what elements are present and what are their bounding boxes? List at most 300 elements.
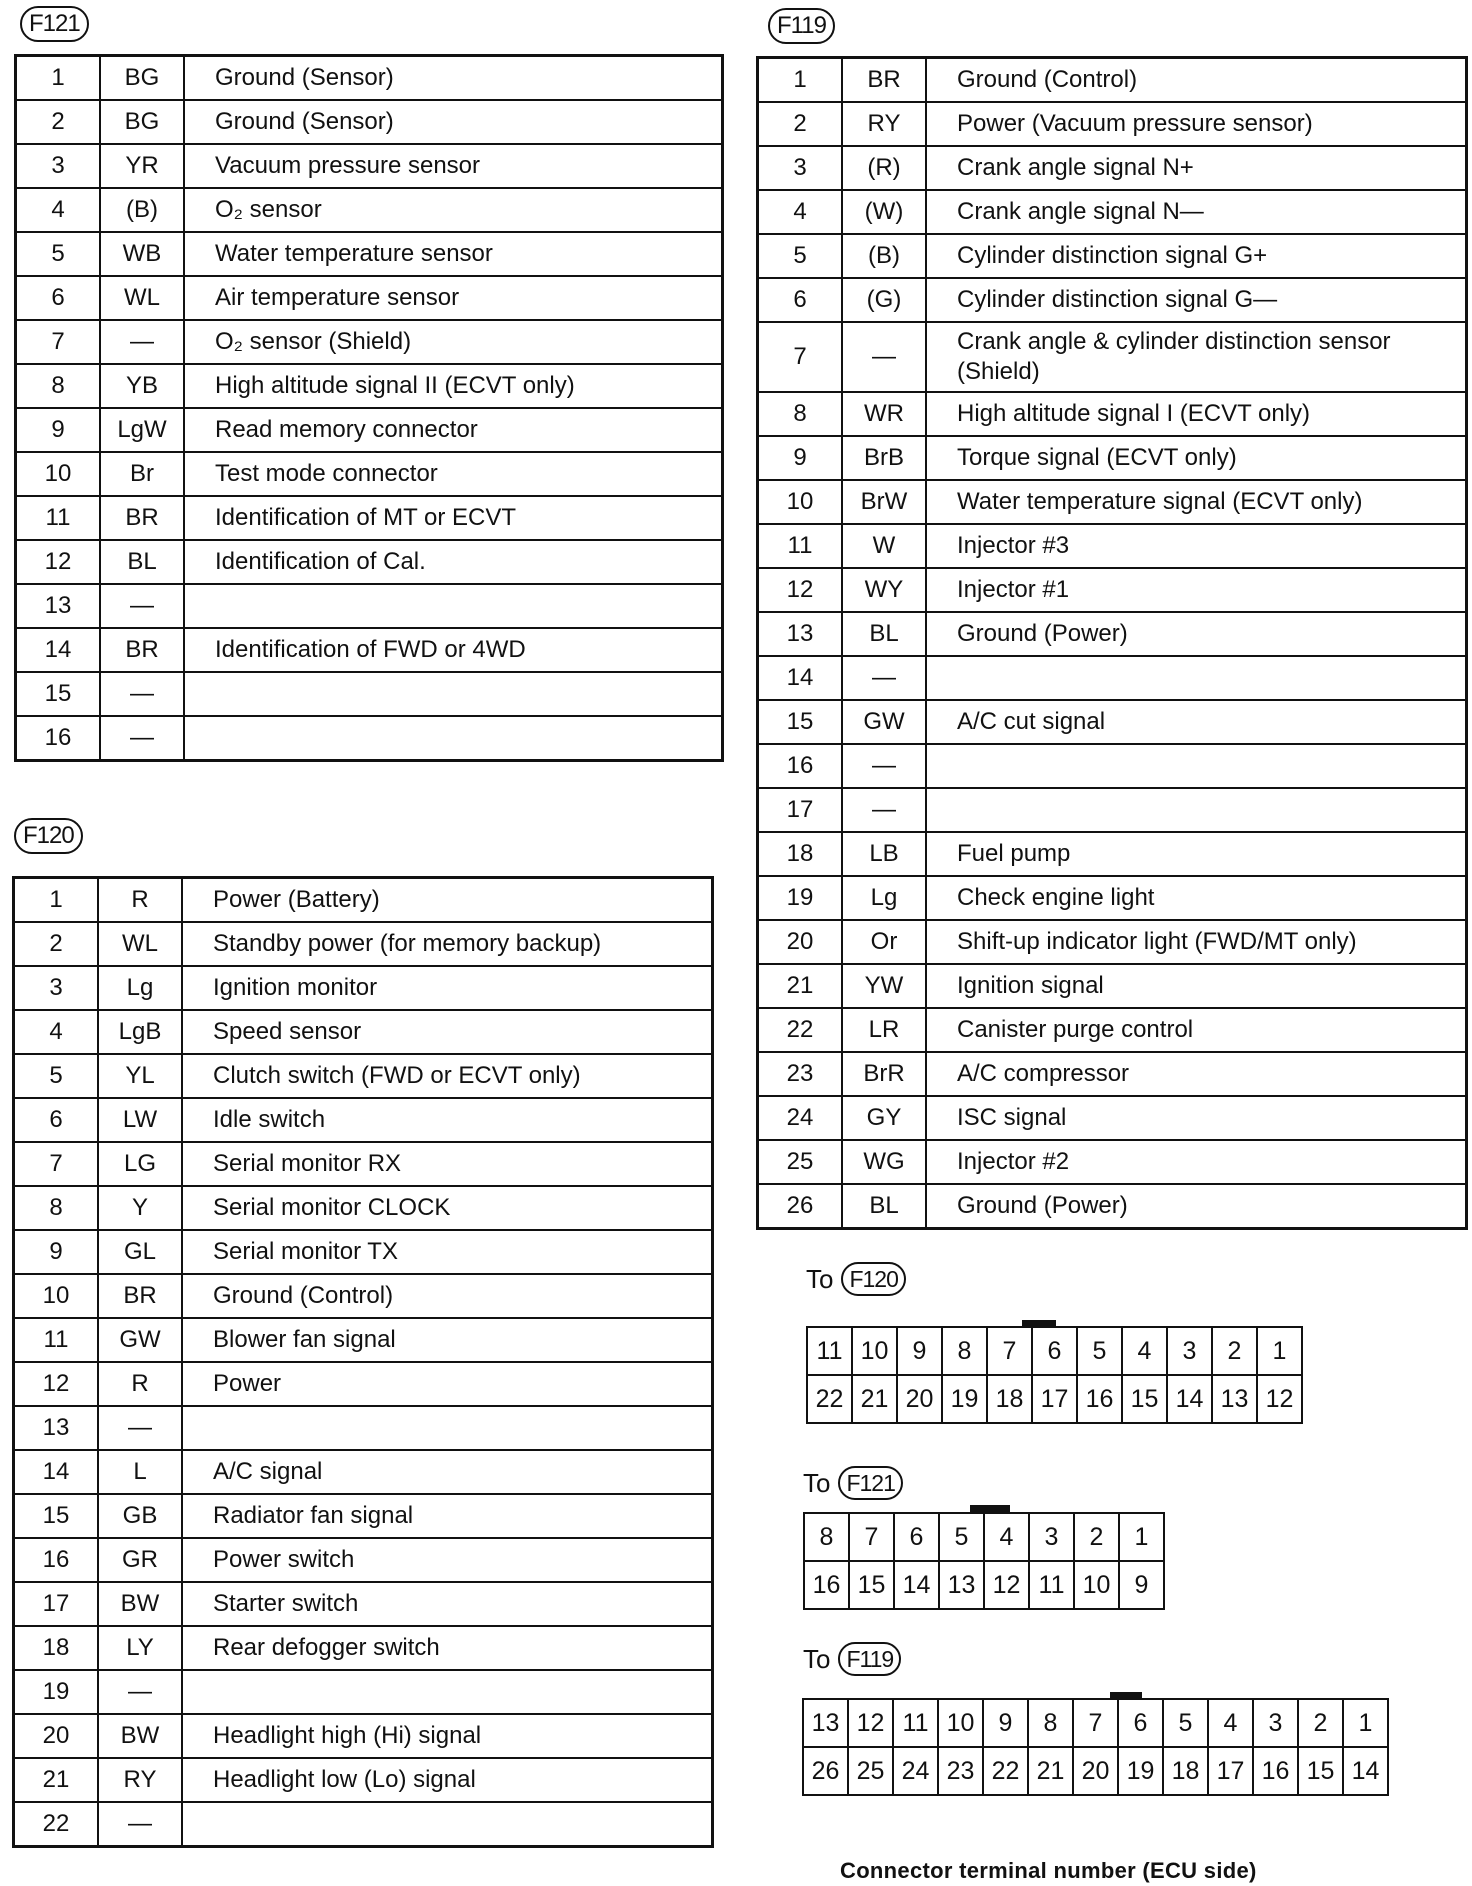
connector-terminal: 8 [804, 1513, 849, 1561]
terminal-number: 21 [758, 964, 843, 1008]
terminal-description [926, 146, 1467, 190]
wire-color: WB [100, 232, 184, 276]
f119-row [758, 146, 1467, 190]
terminal-description [926, 964, 1467, 1008]
wire-color: — [100, 672, 184, 716]
terminal-description [926, 656, 1467, 700]
f119-row [758, 524, 1467, 568]
terminal-description [184, 56, 723, 101]
terminal-number: 23 [758, 1052, 843, 1096]
f120-row [14, 1318, 713, 1362]
terminal-description [182, 1758, 713, 1802]
terminal-description [926, 744, 1467, 788]
terminal-number: 10 [758, 480, 843, 524]
f119-row [758, 1052, 1467, 1096]
terminal-number: 20 [758, 920, 843, 964]
wire-color: WY [842, 568, 926, 612]
connector-terminal: 20 [1073, 1747, 1118, 1795]
description-text: A/C compressor [957, 1060, 1130, 1087]
connector-terminal: 12 [1257, 1375, 1302, 1423]
f121-row [16, 628, 723, 672]
terminal-description [182, 1142, 713, 1186]
terminal-description [182, 1626, 713, 1670]
f121-row [16, 232, 723, 276]
wire-color: GW [842, 700, 926, 744]
terminal-number: 17 [14, 1582, 99, 1626]
f121-row [16, 584, 723, 628]
f121-row [16, 364, 723, 408]
terminal-description [182, 1802, 713, 1847]
connector-terminal: 6 [1118, 1699, 1163, 1747]
f120-table [12, 876, 714, 1848]
description-text: Headlight high (Hi) signal [213, 1722, 482, 1749]
terminal-number: 1 [14, 878, 99, 923]
description-text: Torque signal (ECVT only) [957, 444, 1237, 471]
f120-row [14, 1626, 713, 1670]
terminal-description [182, 1010, 713, 1054]
f120-row [14, 922, 713, 966]
connector-terminal: 3 [1029, 1513, 1074, 1561]
connector-terminal: 3 [1253, 1699, 1298, 1747]
description-text: Read memory connector [215, 416, 478, 443]
connector-terminal: 4 [1208, 1699, 1253, 1747]
terminal-description [182, 1582, 713, 1626]
f119-row [758, 278, 1467, 322]
terminal-description [182, 1450, 713, 1494]
connector-terminal: 2 [1298, 1699, 1343, 1747]
wire-color: — [842, 788, 926, 832]
description-text: Radiator fan signal [213, 1502, 414, 1529]
connector-terminal: 4 [984, 1513, 1029, 1561]
terminal-number: 7 [14, 1142, 99, 1186]
connector-terminal: 9 [897, 1327, 942, 1375]
terminal-number: 8 [758, 392, 843, 436]
wire-color: BR [100, 496, 184, 540]
connector-terminal: 18 [987, 1375, 1032, 1423]
f119-row [758, 392, 1467, 436]
connector-terminal: 7 [1073, 1699, 1118, 1747]
description-text: Water temperature sensor [215, 240, 493, 267]
terminal-number: 3 [16, 144, 101, 188]
terminal-description [184, 320, 723, 364]
f119-row [758, 1096, 1467, 1140]
connector-terminal: 23 [938, 1747, 983, 1795]
description-text: O₂ sensor [215, 196, 322, 223]
wire-color: LY [98, 1626, 182, 1670]
f120-row [14, 1362, 713, 1406]
to-f120-label [806, 1262, 906, 1296]
connector-terminal: 11 [1029, 1561, 1074, 1609]
connector-terminal: 12 [984, 1561, 1029, 1609]
f120-row [14, 1098, 713, 1142]
terminal-number: 5 [16, 232, 101, 276]
f120-row [14, 966, 713, 1010]
terminal-description [926, 480, 1467, 524]
terminal-description [926, 322, 1467, 392]
f119-row [758, 788, 1467, 832]
terminal-description [926, 278, 1467, 322]
wire-color: GY [842, 1096, 926, 1140]
wire-color: LgW [100, 408, 184, 452]
wire-color: (G) [842, 278, 926, 322]
connector-terminal: 6 [1032, 1327, 1077, 1375]
wire-color: GW [98, 1318, 182, 1362]
description-text: Cylinder distinction signal G— [957, 286, 1278, 313]
description-text: Serial monitor CLOCK [213, 1194, 451, 1221]
terminal-number: 15 [14, 1494, 99, 1538]
connector-terminal: 17 [1032, 1375, 1077, 1423]
wire-color: YL [98, 1054, 182, 1098]
terminal-description [182, 1318, 713, 1362]
terminal-number: 12 [14, 1362, 99, 1406]
f120-row [14, 878, 713, 923]
connector-caption: Connector terminal number (ECU side) [840, 1858, 1257, 1883]
f120-connector-diagram [806, 1326, 1303, 1424]
terminal-number: 12 [16, 540, 101, 584]
description-text: High altitude signal I (ECVT only) [957, 400, 1311, 427]
terminal-number: 20 [14, 1714, 99, 1758]
f120-badge: F120 [14, 818, 83, 854]
wire-color: R [98, 878, 182, 923]
terminal-description [184, 232, 723, 276]
wire-color: GR [98, 1538, 182, 1582]
wire-color: WG [842, 1140, 926, 1184]
wire-color: Or [842, 920, 926, 964]
terminal-number: 5 [758, 234, 843, 278]
terminal-description [926, 700, 1467, 744]
terminal-number: 11 [758, 524, 843, 568]
description-text: Speed sensor [213, 1018, 362, 1045]
to-word: To [803, 1467, 831, 1498]
description-text: Crank angle signal N+ [957, 154, 1194, 181]
f121-row [16, 452, 723, 496]
f119-table [756, 56, 1468, 1230]
f121-row [16, 496, 723, 540]
description-text: Ground (Sensor) [215, 64, 394, 91]
f119-row [758, 234, 1467, 278]
f121-row [16, 100, 723, 144]
wire-color: — [842, 656, 926, 700]
f120-row [14, 1802, 713, 1847]
wire-color: — [842, 322, 926, 392]
description-text: Injector #2 [957, 1148, 1070, 1175]
f120-row [14, 1670, 713, 1714]
f121-row [16, 188, 723, 232]
f121-row [16, 276, 723, 320]
description-text: Identification of FWD or 4WD [215, 636, 526, 663]
connector-terminal: 1 [1343, 1699, 1388, 1747]
terminal-number: 11 [16, 496, 101, 540]
wire-color: LW [98, 1098, 182, 1142]
f119-connector-diagram [802, 1698, 1389, 1796]
to-word: To [806, 1263, 834, 1294]
terminal-description [184, 540, 723, 584]
description-text: Ground (Control) [213, 1282, 394, 1309]
terminal-number: 9 [758, 436, 843, 480]
wire-color: YR [100, 144, 184, 188]
terminal-description [184, 628, 723, 672]
terminal-description [926, 234, 1467, 278]
connector-terminal: 7 [849, 1513, 894, 1561]
connector-terminal: 22 [983, 1747, 1028, 1795]
terminal-number: 24 [758, 1096, 843, 1140]
connector-terminal: 18 [1163, 1747, 1208, 1795]
terminal-description [182, 1494, 713, 1538]
description-text: Identification of MT or ECVT [215, 504, 517, 531]
f120-row [14, 1230, 713, 1274]
f120-row [14, 1142, 713, 1186]
wire-color: Lg [842, 876, 926, 920]
terminal-number: 25 [758, 1140, 843, 1184]
f120-row [14, 1494, 713, 1538]
f121-row [16, 144, 723, 188]
connector-terminal: 6 [894, 1513, 939, 1561]
connector-terminal: 8 [942, 1327, 987, 1375]
wire-color: GB [98, 1494, 182, 1538]
terminal-number: 21 [14, 1758, 99, 1802]
terminal-description [926, 58, 1467, 103]
f119-row [758, 656, 1467, 700]
description-text: A/C cut signal [957, 708, 1106, 735]
wire-color: — [100, 320, 184, 364]
terminal-description [926, 102, 1467, 146]
connector-terminal: 8 [1028, 1699, 1073, 1747]
wire-color: Br [100, 452, 184, 496]
to-f120-badge: F120 [841, 1262, 905, 1296]
connector-terminal: 22 [807, 1375, 852, 1423]
wire-color: BL [842, 1184, 926, 1229]
connector-terminal: 5 [1077, 1327, 1122, 1375]
description-text: O₂ sensor (Shield) [215, 328, 412, 355]
description-text: Cylinder distinction signal G+ [957, 242, 1268, 269]
wire-color: LR [842, 1008, 926, 1052]
terminal-number: 13 [16, 584, 101, 628]
wire-color: R [98, 1362, 182, 1406]
description-text: Check engine light [957, 884, 1155, 911]
f119-row [758, 700, 1467, 744]
f119-row [758, 964, 1467, 1008]
description-text: Ground (Control) [957, 66, 1138, 93]
f120-row [14, 1450, 713, 1494]
wire-color: BL [842, 612, 926, 656]
connector-terminal: 21 [852, 1375, 897, 1423]
terminal-number: 4 [758, 190, 843, 234]
connector-terminal: 12 [848, 1699, 893, 1747]
terminal-number: 4 [14, 1010, 99, 1054]
description-text: Injector #1 [957, 576, 1070, 603]
terminal-description [926, 190, 1467, 234]
description-text: Fuel pump [957, 840, 1071, 867]
description-text: Serial monitor TX [213, 1238, 398, 1265]
description-text: Test mode connector [215, 460, 438, 487]
connector-terminal: 14 [1343, 1747, 1388, 1795]
wire-color: BrR [842, 1052, 926, 1096]
terminal-description [182, 1054, 713, 1098]
terminal-description [184, 496, 723, 540]
f120-row [14, 1406, 713, 1450]
terminal-description [184, 672, 723, 716]
description-text: High altitude signal II (ECVT only) [215, 372, 575, 399]
terminal-description [926, 1052, 1467, 1096]
f120-row [14, 1054, 713, 1098]
terminal-description [926, 568, 1467, 612]
description-text: Vacuum pressure sensor [215, 152, 481, 179]
f119-row [758, 480, 1467, 524]
f121-row [16, 540, 723, 584]
f119-badge: F119 [768, 8, 835, 44]
f119-row [758, 436, 1467, 480]
terminal-number: 13 [758, 612, 843, 656]
f119-row [758, 102, 1467, 146]
connector-terminal: 10 [938, 1699, 983, 1747]
terminal-description [184, 584, 723, 628]
description-text: Air temperature sensor [215, 284, 460, 311]
terminal-number: 9 [14, 1230, 99, 1274]
terminal-description [926, 612, 1467, 656]
wire-color: (B) [842, 234, 926, 278]
terminal-number: 4 [16, 188, 101, 232]
wire-color: RY [842, 102, 926, 146]
connector-terminal: 26 [803, 1747, 848, 1795]
terminal-number: 3 [14, 966, 99, 1010]
wire-color: LB [842, 832, 926, 876]
wire-color: W [842, 524, 926, 568]
f120-row [14, 1186, 713, 1230]
terminal-description [182, 878, 713, 923]
description-text: Rear defogger switch [213, 1634, 440, 1661]
wire-color: BrW [842, 480, 926, 524]
f121-connector-diagram [803, 1512, 1165, 1610]
description-text-line2: (Shield) [957, 358, 1040, 385]
to-f119-badge: F119 [838, 1642, 901, 1676]
terminal-description [184, 276, 723, 320]
terminal-number: 18 [14, 1626, 99, 1670]
terminal-description [926, 1096, 1467, 1140]
wire-color: BW [98, 1582, 182, 1626]
wire-color: BR [100, 628, 184, 672]
terminal-number: 19 [14, 1670, 99, 1714]
wire-color: WL [98, 922, 182, 966]
connector-terminal: 10 [852, 1327, 897, 1375]
description-text: Power (Battery) [213, 886, 380, 913]
terminal-description [926, 1008, 1467, 1052]
connector-terminal: 16 [1077, 1375, 1122, 1423]
connector-terminal: 15 [1298, 1747, 1343, 1795]
description-text: Power [213, 1370, 282, 1397]
connector-terminal: 24 [893, 1747, 938, 1795]
connector-terminal: 19 [1118, 1747, 1163, 1795]
wire-color: BG [100, 100, 184, 144]
terminal-number: 19 [758, 876, 843, 920]
wire-color: BL [100, 540, 184, 584]
f121-row [16, 408, 723, 452]
terminal-description [184, 364, 723, 408]
terminal-number: 11 [14, 1318, 99, 1362]
description-text: ISC signal [957, 1104, 1067, 1131]
wire-color: Y [98, 1186, 182, 1230]
wire-color: YW [842, 964, 926, 1008]
terminal-number: 5 [14, 1054, 99, 1098]
description-text: Clutch switch (FWD or ECVT only) [213, 1062, 581, 1089]
terminal-number: 22 [14, 1802, 99, 1847]
terminal-description [182, 1274, 713, 1318]
terminal-number: 10 [16, 452, 101, 496]
terminal-number: 8 [14, 1186, 99, 1230]
terminal-description [182, 922, 713, 966]
f119-row [758, 832, 1467, 876]
wire-color: — [98, 1406, 182, 1450]
f120-row [14, 1538, 713, 1582]
wire-color: LgB [98, 1010, 182, 1054]
connector-terminal: 13 [1212, 1375, 1257, 1423]
connector-terminal: 5 [939, 1513, 984, 1561]
f121-row [16, 716, 723, 761]
terminal-description [926, 788, 1467, 832]
f121-row [16, 56, 723, 101]
connector-terminal: 5 [1163, 1699, 1208, 1747]
terminal-number: 22 [758, 1008, 843, 1052]
terminal-number: 9 [16, 408, 101, 452]
description-text: Standby power (for memory backup) [213, 930, 602, 957]
f119-row [758, 920, 1467, 964]
f121-row [16, 320, 723, 364]
f120-row [14, 1582, 713, 1626]
terminal-description [182, 1670, 713, 1714]
description-text: Ignition signal [957, 972, 1104, 999]
description-text: Blower fan signal [213, 1326, 396, 1353]
terminal-description [184, 452, 723, 496]
f119-row [758, 1008, 1467, 1052]
terminal-description [184, 716, 723, 761]
description-text: Shift-up indicator light (FWD/MT only) [957, 928, 1357, 955]
connector-terminal: 16 [1253, 1747, 1298, 1795]
connector-terminal: 7 [987, 1327, 1032, 1375]
terminal-description [926, 920, 1467, 964]
terminal-description [182, 1186, 713, 1230]
connector-terminal: 1 [1257, 1327, 1302, 1375]
terminal-number: 14 [14, 1450, 99, 1494]
connector-terminal: 9 [1119, 1561, 1164, 1609]
wire-color: WL [100, 276, 184, 320]
description-text: Ground (Power) [957, 620, 1128, 647]
wire-color: (B) [100, 188, 184, 232]
terminal-description [926, 436, 1467, 480]
connector-terminal: 10 [1074, 1561, 1119, 1609]
connector-terminal: 14 [1167, 1375, 1212, 1423]
terminal-description [184, 144, 723, 188]
description-text: Canister purge control [957, 1016, 1194, 1043]
f119-row [758, 1184, 1467, 1229]
description-text: Injector #3 [957, 532, 1070, 559]
terminal-number: 17 [758, 788, 843, 832]
f120-row [14, 1758, 713, 1802]
terminal-number: 1 [758, 58, 843, 103]
f121-row [16, 672, 723, 716]
terminal-description [184, 100, 723, 144]
terminal-number: 14 [758, 656, 843, 700]
description-text: Starter switch [213, 1590, 359, 1617]
wire-color: BR [98, 1274, 182, 1318]
terminal-description [182, 1538, 713, 1582]
terminal-number: 18 [758, 832, 843, 876]
wire-color: — [842, 744, 926, 788]
terminal-description [926, 524, 1467, 568]
terminal-number: 6 [758, 278, 843, 322]
f121-badge: F121 [20, 6, 89, 42]
wire-color: Lg [98, 966, 182, 1010]
description-text: Power switch [213, 1546, 355, 1573]
f119-row [758, 612, 1467, 656]
